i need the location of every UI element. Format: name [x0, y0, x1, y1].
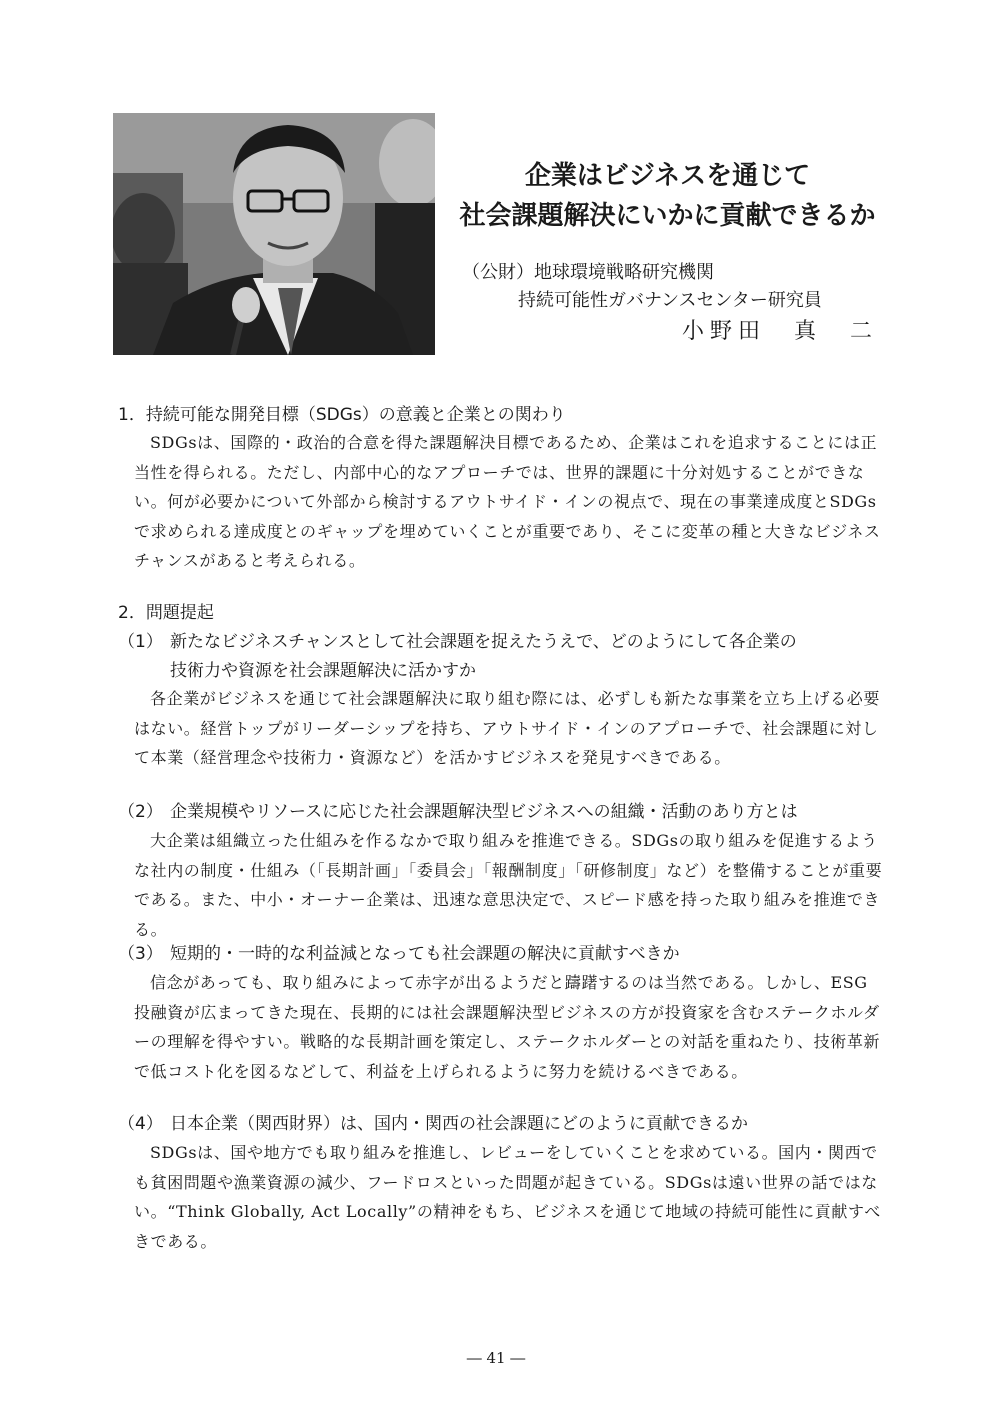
title-line-2: 社会課題解決にいかに貢献できるか: [459, 201, 876, 231]
subsection-2-body: 大企業は組織立った仕組みを作るなかで取り組みを推進できる。SDGsの取り組みを促進するような社内の制度・仕組み（「長期計画」「委員会」「報酬制度」「研修制度」など）を整備することが重要である。また、中小・オーナー企業は、迅速な意思決定で、スピード感を持った取り組みを推進できる。: [134, 831, 883, 939]
subsection-1-body: 各企業がビジネスを通じて社会課題解決に取り組む際には、必ずしも新たな事業を立ち上げる必要はない。経営トップがリーダーシップを持ち、アウトサイド・インのアプローチで、社会課題に対して本業（経営理念や技術力・資源など）を活かすビジネスを発見すべきである。: [134, 689, 880, 767]
page-number: ― 41 ―: [466, 1349, 526, 1367]
subsection-2-number: （2）: [118, 802, 163, 822]
subsection-1-number: （1）: [118, 632, 163, 652]
subsection-3-body: 信念があっても、取り組みによって赤字が出るようだと躊躇するのは当然である。しかし、ESG投融資が広まってきた現在、長期的には社会課題解決型ビジネスの方が投資家を含むステークホルダーの理解を得やすい。戦略的な長期計画を策定し、ステークホルダーとの対話を重ねたり、技術革新で低コスト化を図るなどして、利益を上げられるように努力を続けるべきである。: [134, 973, 881, 1081]
subsection-3-heading-line-1: 短期的・一時的な利益減となっても社会課題の解決に貢献すべきか: [170, 944, 680, 964]
subsection-4-heading: [118, 1110, 886, 1139]
subsection-4-heading-line-1: 日本企業（関西財界）は、国内・関西の社会課題にどのように貢献できるか: [170, 1114, 748, 1134]
section-1-body: SDGsは、国際的・政治的合意を得た課題解決目標であるため、企業はこれを追求することには正当性を得られる。ただし、内部中心的なアプローチでは、世界的課題に十分対処することができない。何が必要かについて外部から検討するアウトサイド・インの視点で、現在の事業達成度とSDGsで求められる達成度とのギャップを埋めていくことが重要であり、そこに変革の種と大きなビジネスチャンスがあると考えられる。: [134, 433, 881, 570]
subsection-2-heading-line-1: 企業規模やリソースに応じた社会課題解決型ビジネスへの組織・活動のあり方とは: [170, 802, 798, 822]
title-line-1: 企業はビジネスを通じて: [524, 161, 811, 191]
subsection-1-heading-line-2: 技術力や資源を社会課題解決に活かすか: [170, 661, 476, 681]
subsection-3-heading: [118, 940, 886, 969]
section-2-heading: 2．問題提起: [118, 603, 214, 623]
affiliation-organization: （公財）地球環境戦略研究機関: [462, 262, 714, 283]
subsection-2-heading: [118, 798, 886, 827]
author-name: 小野田 真 二: [681, 319, 878, 344]
subsection-3-number: （3）: [118, 944, 163, 964]
subsection-4-body: SDGsは、国や地方でも取り組みを推進し、レビューをしていくことを求めている。国内・関西でも貧困問題や漁業資源の減少、フードロスといった問題が起きている。SDGsは遠い世界の話ではない。“Think Globally, Act Locally”の精神をもち、ビジネスを通じて地域の持続可能性に貢献すべきである。: [134, 1143, 881, 1251]
subsection-1-heading: [118, 628, 886, 686]
section-1-heading: 1．持続可能な開発目標（SDGs）の意義と企業との関わり: [118, 405, 566, 425]
subsection-4-number: （4）: [118, 1114, 163, 1134]
subsection-1-heading-line-1: 新たなビジネスチャンスとして社会課題を捉えたうえで、どのようにして各企業の: [170, 632, 797, 652]
speaker-photo-image: [113, 113, 435, 355]
affiliation-role: 持続可能性ガバナンスセンター研究員: [518, 290, 822, 311]
speaker-photo: [113, 113, 435, 355]
